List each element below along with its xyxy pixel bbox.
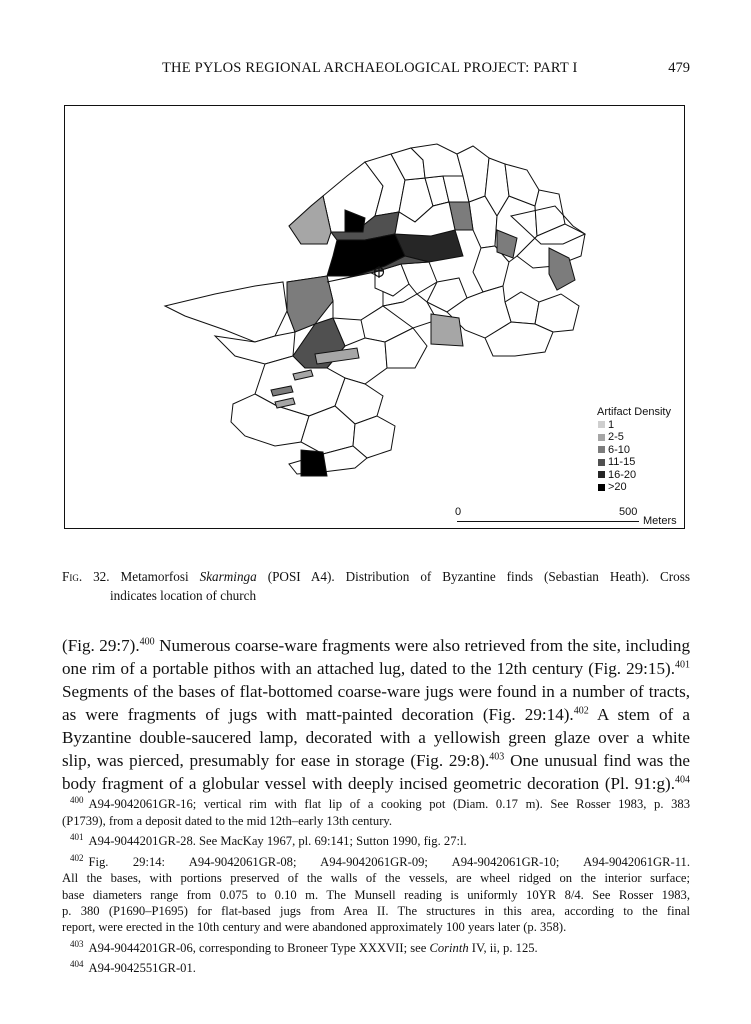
body-line bbox=[62, 680, 690, 703]
scale-unit: Meters bbox=[643, 515, 677, 527]
footnote-402-cont: base diameters range from 0.075 to 0.10 m. The Munsell reading is uniformly 10YR 8/4. See Rosser 1983, bbox=[62, 887, 690, 902]
page-header bbox=[62, 60, 690, 80]
figure-caption bbox=[62, 567, 690, 605]
body-line bbox=[62, 703, 690, 726]
footnote-402 bbox=[62, 850, 690, 871]
footnote-number: 400 bbox=[70, 795, 84, 805]
legend-label: 6-10 bbox=[608, 443, 631, 456]
footnote-402-cont: report, were erected in the 10th century and were abandoned approximately 100 years later (p. 358). bbox=[62, 920, 567, 935]
scale-line bbox=[457, 521, 639, 522]
legend-item bbox=[597, 456, 687, 469]
footnote-italic: Corinth bbox=[429, 941, 469, 955]
body-text: body fragment of a globular vessel with deeply incised geometric decoration (Pl. 91:g). bbox=[62, 774, 675, 793]
legend-label: 2-5 bbox=[608, 431, 624, 443]
footnote-number: 404 bbox=[70, 959, 84, 970]
legend-item bbox=[597, 419, 687, 432]
legend-swatch bbox=[598, 471, 605, 478]
page-number: 479 bbox=[668, 60, 690, 76]
body-text: Segments of the bases of flat-bottomed coarse-ware jugs were found in a number of tracts, bbox=[62, 682, 690, 701]
footnote-number: 402 bbox=[70, 852, 84, 863]
legend-swatch bbox=[598, 484, 605, 491]
tract bbox=[535, 294, 579, 332]
caption-text: (POSI A4). Distribution of Byzantine finds (Sebastian Heath). Cross bbox=[256, 569, 691, 584]
body-text: slip, was pierced, presumably for ease in storage (Fig. 29:8). bbox=[62, 751, 490, 770]
footnote-400 bbox=[62, 792, 690, 813]
body-line bbox=[62, 657, 690, 680]
footnote-text: A94-9042061GR-16; vertical rim with flat lip of a cooking pot (Diam. 0.17 m). See Rosser 1983, p. 383 bbox=[88, 797, 690, 812]
legend-label: 16-20 bbox=[608, 468, 637, 481]
body-text: Numerous coarse-ware fragments were also retrieved from the site, including bbox=[154, 636, 690, 655]
legend-item bbox=[597, 469, 687, 482]
legend-item bbox=[597, 431, 687, 444]
legend-item bbox=[597, 444, 687, 457]
legend-swatch bbox=[598, 459, 605, 466]
legend-label: 11-15 bbox=[608, 456, 636, 468]
caption-label: Fig. 32. bbox=[62, 569, 110, 584]
scale-end: 500 bbox=[619, 506, 638, 518]
footnote-number: 403 bbox=[70, 938, 84, 949]
scale-start: 0 bbox=[455, 506, 462, 518]
caption-line-2: indicates location of church bbox=[110, 588, 257, 603]
body-line bbox=[62, 634, 690, 657]
tract-map bbox=[65, 106, 686, 530]
legend-title: Artifact Density bbox=[597, 406, 671, 418]
body-text: (Fig. 29:7). bbox=[62, 636, 140, 655]
figure-frame bbox=[64, 105, 685, 529]
legend-label: >20 bbox=[608, 481, 627, 493]
body-line bbox=[62, 726, 690, 749]
tract-density-20plus bbox=[301, 450, 327, 476]
tract bbox=[165, 282, 287, 342]
footnote-ref: 404 bbox=[675, 774, 690, 786]
tract bbox=[401, 262, 437, 294]
body-text: A stem of a bbox=[588, 705, 690, 724]
body-text: one rim of a portable pithos with an attached lug, dated to the 12th century (Fig. 29:15). bbox=[62, 659, 675, 678]
body-text: as were fragments of jugs with matt-painted decoration (Fig. 29:14). bbox=[62, 705, 574, 724]
body-text: Byzantine double-saucered lamp, decorated with a yellowish green glaze over a white bbox=[62, 728, 690, 747]
body-paragraph bbox=[62, 634, 690, 795]
footnote-text: A94-9042551GR-01. bbox=[88, 961, 196, 976]
footnote-ref: 403 bbox=[489, 751, 505, 763]
footnote-ref: 401 bbox=[675, 659, 690, 671]
map-legend bbox=[597, 406, 687, 494]
legend-item bbox=[597, 481, 687, 494]
footnotes bbox=[62, 792, 690, 977]
body-text: One unusual find was the bbox=[504, 751, 690, 770]
footnote-text: IV, ii, p. 125. bbox=[468, 941, 538, 955]
footnote-text: A94-9044201GR-28. See MacKay 1967, pl. 69:141; Sutton 1990, fig. 27:l. bbox=[88, 834, 467, 849]
footnote-400-cont: (P1739), from a deposit dated to the mid 12th–early 13th century. bbox=[62, 813, 393, 828]
footnote-402-cont: All the bases, with portions preserved of the walls of the vessels, are wheel ridged on the interior surface; bbox=[62, 871, 690, 886]
legend-label: 1 bbox=[608, 418, 615, 431]
caption-line-1 bbox=[62, 567, 690, 586]
footnote-text: A94-9044201GR-06, corresponding to Broneer Type XXXVII; see bbox=[88, 941, 430, 955]
scale-bar bbox=[455, 506, 685, 528]
legend-swatch bbox=[598, 421, 605, 428]
footnote-ref: 402 bbox=[573, 705, 589, 717]
running-title: THE PYLOS REGIONAL ARCHAEOLOGICAL PROJECT: PART I bbox=[162, 60, 578, 76]
footnote-401 bbox=[62, 829, 690, 850]
legend-swatch bbox=[598, 434, 605, 441]
legend-swatch bbox=[598, 446, 605, 453]
footnote-402-cont: p. 380 (P1690–P1695) for flat-based jugs from Area II. The structures in this area, according to the final bbox=[62, 904, 690, 918]
caption-italic: Skarminga bbox=[199, 569, 257, 584]
footnote-number: 401 bbox=[70, 832, 84, 842]
footnote-404 bbox=[62, 956, 690, 977]
footnote-text: Fig. 29:14: A94-9042061GR-08; A94-9042061GR-09; A94-9042061GR-10; A94-9042061GR-11. bbox=[88, 854, 690, 869]
tract-density-2-5 bbox=[431, 314, 463, 346]
tract-density-2-5 bbox=[289, 196, 331, 244]
footnote-ref: 400 bbox=[139, 636, 155, 648]
footnote-403 bbox=[62, 936, 690, 957]
caption-text: Metamorfosi bbox=[120, 569, 200, 584]
body-line bbox=[62, 749, 690, 772]
